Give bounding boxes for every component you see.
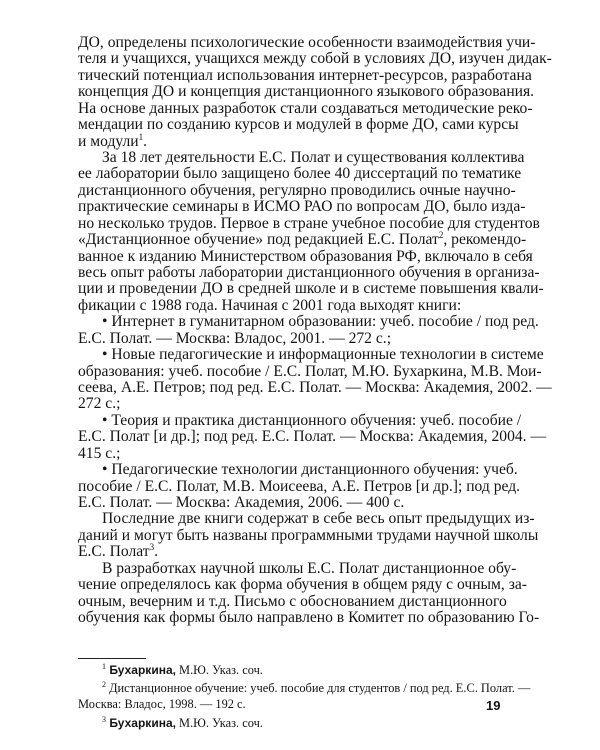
line-text: Последние две книги содержат в себе весь опыт предыдущих из- [102, 510, 535, 528]
line-text: В разработках научной школы Е.С. Полат дистанционное обу- [102, 559, 517, 577]
line-text: Е.С. Полат [78, 543, 150, 561]
footnote-reference: 2 [438, 230, 444, 241]
line-text: . [143, 132, 148, 150]
line-text: дистанционного обучения, регулярно проводились очные научно- [78, 181, 516, 199]
footnote-author: Бухаркина, [109, 716, 176, 730]
line-text: весь опыт работы лаборатории дистанционного обучения в организа- [78, 264, 540, 281]
line-text: концепция ДО и концепция дистанционного языкового образования. [78, 83, 535, 101]
line-text: За 18 лет деятельности Е.С. Полат и существования коллектива [102, 149, 525, 166]
footnote-reference: 1 [138, 131, 144, 142]
footnote-number: 2 [102, 680, 106, 689]
line-text: Е.С. Полат. — Москва: Владос, 2001. — 272 с.; [78, 329, 392, 347]
line-text: фикации с 1988 года. Начиная с 2001 года выходят книги: [78, 296, 462, 314]
footnote-text: Дистанционное обучение: учеб. пособие для студентов / под ред. Е.С. Полат. — [106, 681, 531, 695]
line-text: теля и учащихся, учащихся между собой в условиях ДО, изучен дидак- [78, 50, 552, 68]
line-text: очным, вечерним и т.д. Письмо с обоснованием дистанционного [78, 592, 507, 610]
line-text: • Интернет в гуманитарном образовании: учеб. пособие / под ред. [102, 313, 539, 331]
line-text: , рекомендо- [443, 231, 527, 249]
line-text: • Педагогические технологии дистанционного обучения: учеб. [102, 461, 518, 479]
footnote-author: Бухаркина, [109, 663, 176, 677]
footnote-text: Москва: Владос, 1998. — 192 с. [78, 697, 246, 711]
line-text: и модули [78, 132, 139, 150]
line-text: «Дистанционное обучение» под редакцией Е.С. Полат [78, 231, 439, 249]
line-text: сеева, А.Е. Петров; под ред. Е.С. Полат. — Москва: Академия, 2002. — [78, 379, 552, 396]
line-text: мендации по созданию курсов и модулей в форме ДО, сами курсы [78, 116, 519, 134]
line-text: На основе данных разработок стали создаваться методические реко- [78, 99, 533, 117]
line-text: 272 с.; [78, 395, 121, 413]
line-text: ДО, определены психологические особенности взаимодействия учи- [78, 34, 536, 51]
line-text: • Теория и практика дистанционного обучения: учеб. пособие / [102, 411, 522, 429]
footnote-text: М.Ю. Указ. соч. [175, 716, 263, 730]
line-text: образования: учеб. пособие / Е.С. Полат, М.Ю. Бухаркина, М.В. Мои- [78, 362, 542, 380]
line-text: обучения как формы было направлено в Комитет по образованию Го- [78, 609, 540, 626]
footnote-text: М.Ю. Указ. соч. [175, 663, 263, 677]
page-number: 19 [486, 698, 501, 713]
line-text: ции и проведении ДО в средней школе и в системе повышения квали- [78, 280, 544, 298]
text-line [78, 608, 540, 628]
footnote-reference: 3 [149, 542, 155, 553]
line-text: ее лаборатории было защищено более 40 диссертаций по тематике [78, 165, 522, 183]
line-text: практические семинары в ИСМО РАО по вопросам ДО, было изда- [78, 198, 526, 216]
line-text: пособие / Е.С. Полат, М.В. Моисеева, А.Е. Петров [и др.]; под ред. [78, 477, 521, 495]
line-text: 415 с.; [78, 444, 121, 462]
line-text: Е.С. Полат [и др.]; под ред. Е.С. Полат. — Москва: Академия, 2004. — [78, 428, 547, 446]
line-text: чение определялось как форма обучения в общем ряду с очным, за- [78, 576, 527, 594]
line-text: . [154, 543, 158, 561]
line-text: тический потенциал использования интернет-ресурсов, разработана [78, 66, 532, 84]
footnote-number: 3 [102, 715, 106, 724]
line-text: даний и могут быть названы программными трудами научной школы [78, 526, 539, 544]
footnote [78, 696, 502, 712]
line-text: но несколько трудов. Первое в стране учебное пособие для студентов [78, 214, 540, 232]
line-text: Е.С. Полат. — Москва: Академия, 2006. — 400 с. [78, 494, 405, 511]
footnote [78, 715, 502, 731]
footnote [78, 680, 531, 696]
line-text: ванное к изданию Министерством образования РФ, включало в себя [78, 247, 533, 265]
footnote-number: 1 [102, 662, 106, 671]
line-text: • Новые педагогические и информационные технологии в системе [102, 346, 544, 364]
footnote [78, 662, 502, 678]
footnote-divider [78, 658, 146, 659]
